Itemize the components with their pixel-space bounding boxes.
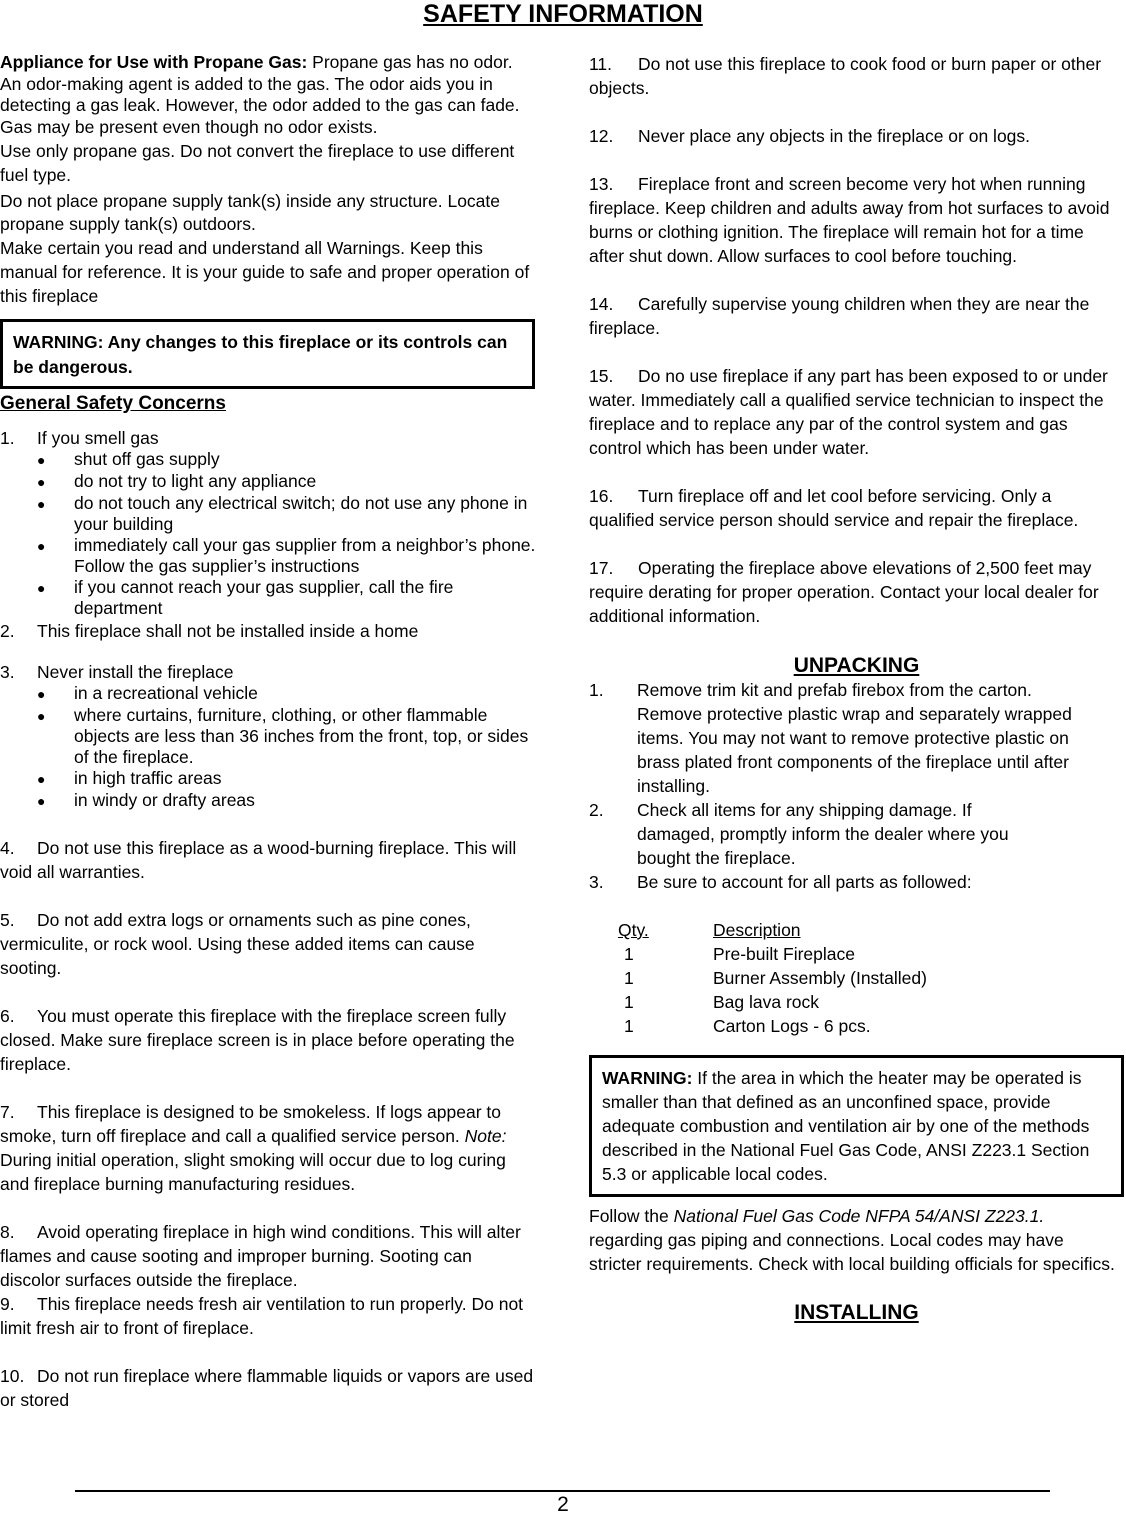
follow-code-paragraph [589, 1204, 1119, 1276]
item-number: 11. [589, 54, 613, 74]
safety-item-3 [0, 662, 536, 683]
bullet-icon: ● [37, 538, 46, 554]
item-text: Do not run fireplace where flammable liquids or vapors are used or stored [0, 1366, 534, 1410]
bullet-icon: ● [37, 496, 46, 512]
bullet-text: if you cannot reach your gas supplier, call the fire department [74, 577, 454, 618]
item-text: Never place any objects in the fireplace or on logs. [638, 126, 1031, 146]
safety-item-9 [0, 1292, 536, 1340]
bullet-icon: ● [37, 686, 46, 702]
item-text: During initial operation, slight smoking will occur due to log curing and fireplace burning manufacturing residues. [0, 1150, 506, 1194]
unpacking-step [589, 678, 1119, 798]
bullet-item [0, 768, 536, 790]
intro-text: Propane gas has no odor. An odor-making agent is added to the gas. The odor aids you in detecting a gas leak. However, the odor added to the gas can fade. Gas may be present even though no odor exists. [0, 52, 520, 137]
part-description: Bag lava rock [713, 992, 820, 1012]
bullet-item [0, 471, 536, 493]
bullet-text: shut off gas supply [74, 449, 220, 469]
part-description: Burner Assembly (Installed) [713, 968, 927, 988]
item-text: Avoid operating fireplace in high wind conditions. This will alter flames and cause sooting and improper burning. Sooting can discolor surfaces outside the fireplace. [0, 1222, 521, 1290]
right-column [589, 52, 1119, 1325]
safety-item-2 [0, 619, 536, 643]
bullet-text: do not touch any electrical switch; do not use any phone in your building [74, 493, 528, 534]
safety-item-10 [0, 1364, 536, 1412]
item-text: This fireplace shall not be installed inside a home [37, 621, 419, 641]
item-number: 16. [589, 486, 614, 506]
warning-box-changes: WARNING: Any changes to this fireplace or its controls can be dangerous. [0, 319, 535, 389]
bullet-icon: ● [37, 452, 46, 468]
installing-heading: INSTALLING [794, 1301, 919, 1324]
step-text: Be sure to account for all parts as followed: [637, 872, 972, 892]
bullet-text: do not try to light any appliance [74, 471, 317, 491]
item-number: 15. [589, 366, 614, 386]
safety-item-11 [589, 52, 1119, 100]
safety-item-17 [589, 556, 1119, 628]
bullet-text: in high traffic areas [74, 768, 222, 788]
left-column [0, 52, 536, 1412]
bullet-text: immediately call your gas supplier from a neighbor’s phone. Follow the gas supplier’s instructions [74, 535, 536, 576]
parts-table-header [589, 918, 1119, 942]
item-number: 3. [0, 662, 15, 682]
item-text: If you smell gas [37, 428, 159, 448]
item-number: 7. [0, 1102, 15, 1122]
part-description: Pre-built Fireplace [713, 944, 855, 964]
item-text: Do no use fireplace if any part has been exposed to or under water. Immediately call a qualified service technician to inspect the fireplace and to replace any par of the control system and gas control which has been under water. [589, 366, 1108, 458]
bullet-icon: ● [37, 474, 46, 490]
part-qty: 1 [624, 992, 634, 1012]
part-qty: 1 [624, 968, 634, 988]
bullet-item [0, 493, 536, 535]
step-text: Remove trim kit and prefab firebox from the carton. Remove protective plastic wrap and separately wrapped items. You may not want to remove protective plastic on brass plated front components of the fireplace until after installing. [637, 680, 1072, 796]
item-number: 8. [0, 1222, 15, 1242]
item-text: Never install the fireplace [37, 662, 234, 682]
part-qty: 1 [624, 1016, 634, 1036]
item-note-label: Note: [464, 1126, 507, 1146]
general-safety-heading: General Safety Concerns [0, 393, 226, 414]
page-title: SAFETY INFORMATION [423, 0, 703, 28]
description-header: Description [713, 920, 801, 940]
safety-item-6 [0, 1004, 536, 1076]
item-text: You must operate this fireplace with the fireplace screen fully closed. Make sure fireplace screen is in place before operating the fireplace. [0, 1006, 515, 1074]
item-number: 13. [589, 174, 614, 194]
item-number: 6. [0, 1006, 15, 1026]
item-number: 1. [0, 428, 15, 448]
bullet-item [0, 790, 536, 812]
item-text: This fireplace is designed to be smokeless. If logs appear to smoke, turn off fireplace and call a qualified service person. [0, 1102, 501, 1146]
part-qty: 1 [624, 944, 634, 964]
warning-text: If the area in which the heater may be operated is smaller than that defined as an unconfined space, provide adequate combustion and ventilation air by one of the methods described in the National Fuel Gas Code, ANSI Z223.1 Section 5.3 or applicable local codes. [602, 1068, 1090, 1184]
bullet-item [0, 449, 536, 471]
intro-manual: Make certain you read and understand all Warnings. Keep this manual for reference. It is your guide to safe and proper operation of this fireplace [0, 238, 530, 306]
parts-row [589, 1014, 1119, 1038]
safety-item-16 [589, 484, 1119, 532]
bullet-item [0, 535, 536, 577]
item-number: 17. [589, 558, 614, 578]
item-text: Turn fireplace off and let cool before servicing. Only a qualified service person should service and repair the fireplace. [589, 486, 1079, 530]
parts-row [589, 990, 1119, 1014]
bullet-text: where curtains, furniture, clothing, or other flammable objects are less than 36 inches from the front, top, or sides of the fireplace. [74, 705, 529, 767]
safety-item-1 [0, 428, 536, 449]
follow-code-name: National Fuel Gas Code NFPA 54/ANSI Z223.1. [673, 1206, 1045, 1226]
page-number: 2 [557, 1493, 569, 1516]
item-text: Fireplace front and screen become very hot when running fireplace. Keep children and adults away from hot surfaces to avoid burns or clothing ignition. The fireplace will remain hot for a time after shut down. Allow surfaces to cool before touching. [589, 174, 1110, 266]
intro-fuel: Use only propane gas. Do not convert the fireplace to use different fuel type. [0, 141, 515, 185]
item-text: Do not use this fireplace as a wood-burning fireplace. This will void all warranties. [0, 838, 517, 882]
bullet-item [0, 683, 536, 705]
bullet-icon: ● [37, 580, 46, 596]
bullet-text: in windy or drafty areas [74, 790, 255, 810]
follow-text: Follow the [589, 1206, 674, 1226]
item-text: Do not use this fireplace to cook food or burn paper or other objects. [589, 54, 1102, 98]
item-text: Operating the fireplace above elevations of 2,500 feet may require derating for proper operation. Contact your local dealer for additional information. [589, 558, 1099, 626]
item-number: 2. [0, 621, 15, 641]
item-number: 14. [589, 294, 614, 314]
item-number: 10. [0, 1366, 25, 1386]
safety-item-13 [589, 172, 1119, 268]
safety-item-12 [589, 124, 1119, 148]
item-text: This fireplace needs fresh air ventilation to run properly. Do not limit fresh air to front of fireplace. [0, 1294, 524, 1338]
unpacking-step [589, 798, 1119, 870]
step-number: 3. [589, 872, 604, 892]
bullet-item [0, 705, 536, 768]
footer-divider [75, 1490, 1050, 1492]
warning-label: WARNING: [602, 1068, 693, 1088]
safety-item-8 [0, 1220, 536, 1292]
parts-row [589, 942, 1119, 966]
item-text: Carefully supervise young children when they are near the fireplace. [589, 294, 1090, 338]
item-text: Do not add extra logs or ornaments such as pine cones, vermiculite, or rock wool. Using these added items can cause sooting. [0, 910, 475, 978]
item-number: 4. [0, 838, 15, 858]
intro-paragraph [0, 52, 536, 138]
step-text: Check all items for any shipping damage. If damaged, promptly inform the dealer where you bought the fireplace. [637, 800, 1009, 868]
intro-lead: Appliance for Use with Propane Gas: [0, 52, 308, 72]
safety-item-7 [0, 1100, 536, 1196]
step-number: 2. [589, 800, 604, 820]
safety-item-5 [0, 908, 536, 980]
qty-header: Qty. [618, 920, 649, 940]
part-description: Carton Logs - 6 pcs. [713, 1016, 871, 1036]
unpacking-heading: UNPACKING [793, 654, 920, 677]
step-number: 1. [589, 680, 604, 700]
warning-box-ventilation [589, 1055, 1124, 1197]
item-number: 12. [589, 126, 614, 146]
parts-row [589, 966, 1119, 990]
bullet-icon: ● [37, 793, 46, 809]
unpacking-step [589, 870, 1119, 894]
safety-item-4 [0, 836, 536, 884]
bullet-item [0, 577, 536, 619]
bullet-text: in a recreational vehicle [74, 683, 258, 703]
intro-tank: Do not place propane supply tank(s) inside any structure. Locate propane supply tank(s) outdoors. [0, 191, 501, 234]
follow-text: regarding gas piping and connections. Local codes may have stricter requirements. Check with local building officials for specifics. [589, 1230, 1115, 1274]
safety-item-14 [589, 292, 1119, 340]
bullet-icon: ● [37, 708, 46, 724]
item-number: 5. [0, 910, 15, 930]
safety-item-15 [589, 364, 1119, 460]
bullet-icon: ● [37, 771, 46, 787]
item-number: 9. [0, 1294, 15, 1314]
